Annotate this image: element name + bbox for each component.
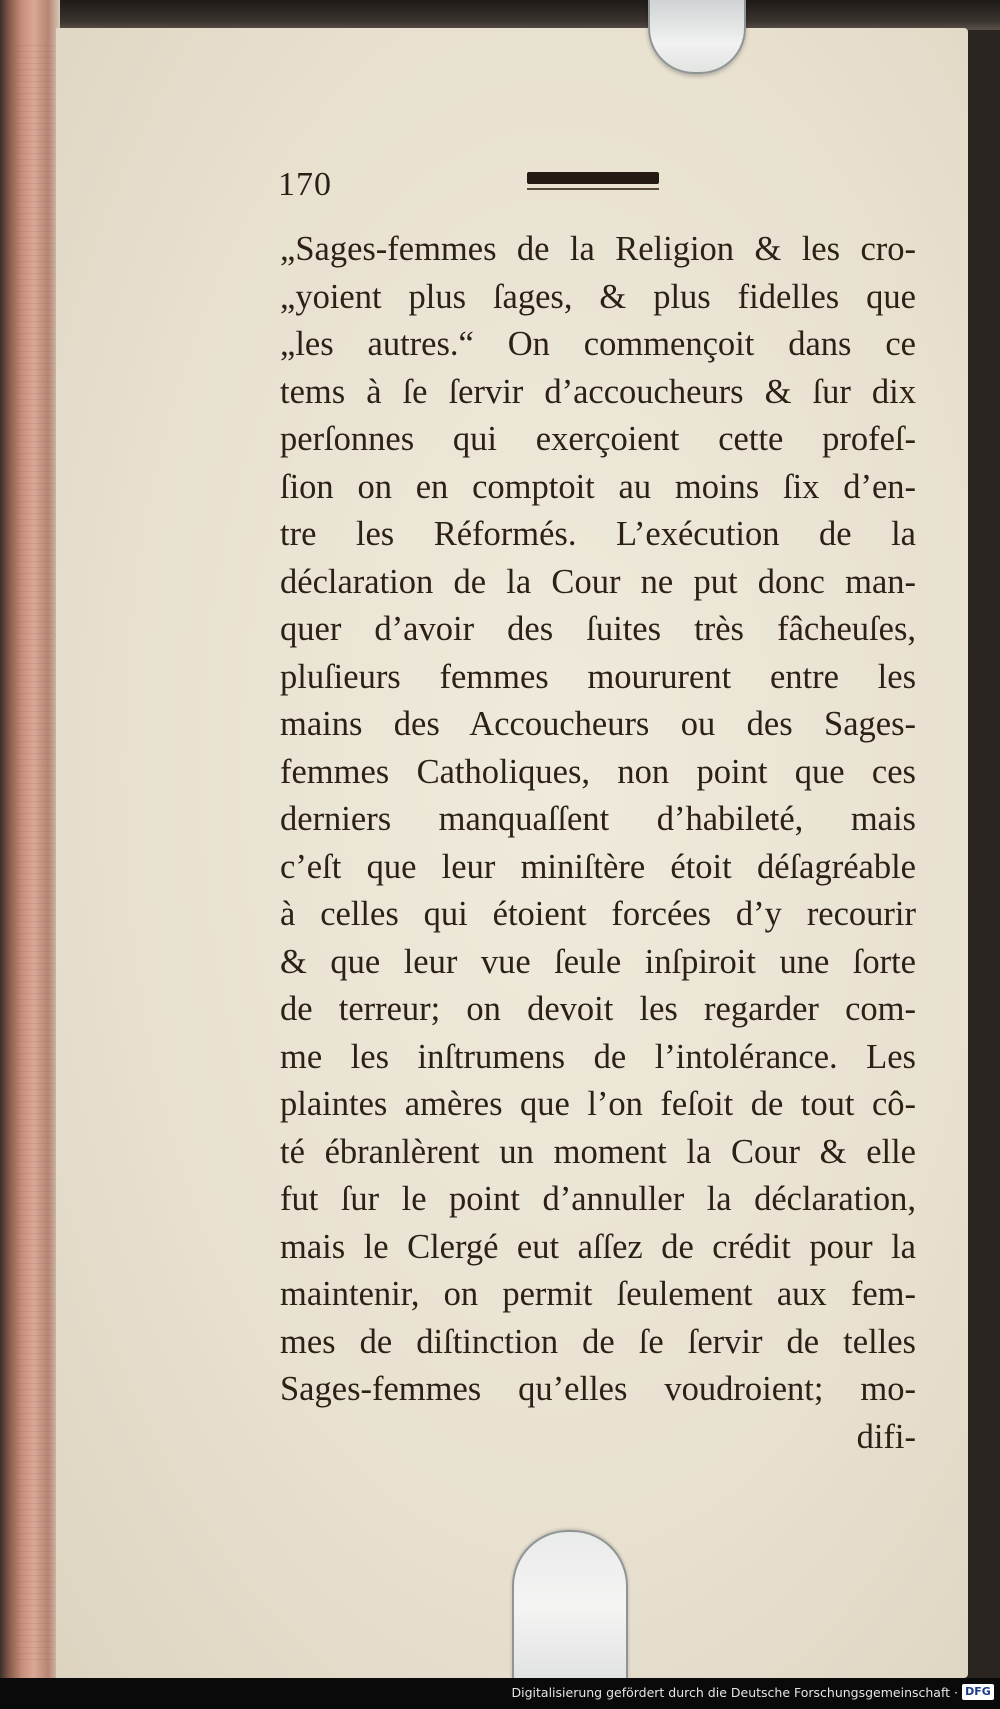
text-line: ſion on en comptoit au moins ſix d’en- xyxy=(280,467,916,506)
text-line: tre les Réformés. L’exécution de la xyxy=(280,515,916,553)
text-line: plaintes amères que l’on feſoit de tout cô- xyxy=(280,1085,916,1123)
text-line: femmes Catholiques, non point que ces xyxy=(280,752,916,791)
text-line: à celles qui étoient forcées d’y recourir xyxy=(280,895,916,933)
text-line: mais le Clergé eut aſſez de crédit pour la xyxy=(280,1227,916,1266)
header-rule-line xyxy=(527,188,659,190)
catchword: difi- xyxy=(856,1417,916,1456)
text-line: & que leur vue ſeule inſpiroit une ſorte xyxy=(280,942,916,981)
text-line: me les inſtrumens de l’intolérance. Les xyxy=(280,1037,916,1076)
text-line: c’eſt que leur miniſtère étoit déſagréable xyxy=(280,847,916,886)
text-line: „les autres.“ On commençoit dans ce xyxy=(280,325,916,363)
text-line: de terreur; on devoit les regarder com- xyxy=(280,990,916,1028)
page-number: 170 xyxy=(278,166,332,203)
text-line: perſonnes qui exerçoient cette profeſ- xyxy=(280,420,916,458)
text-line: té ébranlèrent un moment la Cour & elle xyxy=(280,1132,916,1171)
text-line: mains des Accoucheurs ou des Sages- xyxy=(280,705,916,743)
text-line: fut ſur le point d’annuller la déclaration, xyxy=(280,1180,916,1218)
text-line: pluſieurs femmes moururent entre les xyxy=(280,657,916,696)
book-page-edges xyxy=(0,0,60,1678)
scanner-top-edge xyxy=(0,0,1000,30)
text-line: derniers manquaſſent d’habileté, mais xyxy=(280,800,916,838)
text-line: mes de diſtinction de ſe ſervir de telles xyxy=(280,1322,916,1361)
text-line: „yoient plus ſages, & plus fidelles que xyxy=(280,277,916,316)
footer-credit: Digitalisierung gefördert durch die Deutsche Forschungsgemeinschaft · xyxy=(511,1685,958,1700)
text-line: „Sages-femmes de la Religion & les cro- xyxy=(280,230,916,268)
bottom-page-clip xyxy=(512,1530,628,1682)
text-line: déclaration de la Cour ne put donc man- xyxy=(280,562,916,601)
page-text xyxy=(280,226,916,1461)
header-rule xyxy=(527,172,659,184)
text-line: Sages-femmes qu’elles voudroient; mo- xyxy=(280,1370,916,1408)
page-edge-texture xyxy=(14,40,54,1660)
text-line: maintenir, on permit ſeulement aux fem- xyxy=(280,1275,916,1313)
text-line: quer d’avoir des ſuites très fâcheuſes, xyxy=(280,610,916,648)
dfg-logo: DFG xyxy=(962,1684,994,1700)
text-line: tems à ſe ſervir d’accoucheurs & ſur dix xyxy=(280,372,916,411)
